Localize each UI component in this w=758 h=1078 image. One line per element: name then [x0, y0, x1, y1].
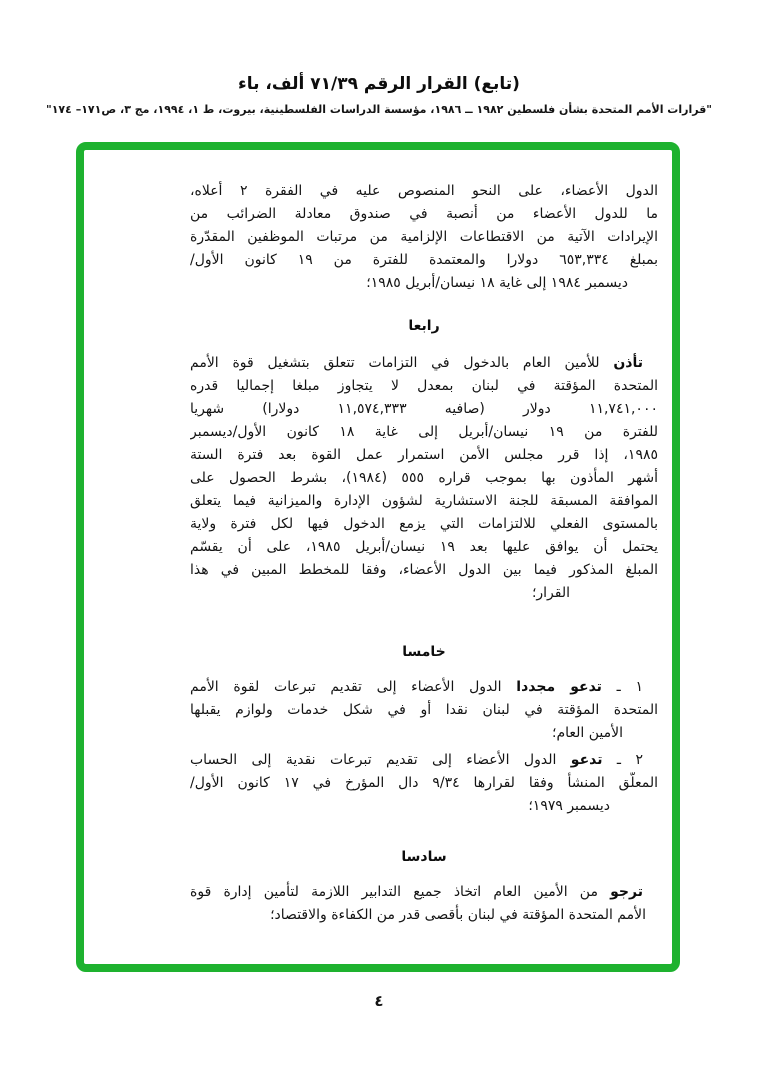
body-text-line: القرار؛ — [531, 585, 570, 601]
page-number: ٤ — [374, 992, 384, 1010]
section-heading: خامسا — [402, 644, 446, 660]
body-text-line: الدول الأعضاء، على النحو المنصوص عليه في الفقرة ٢ أعلاه، — [190, 183, 658, 199]
body-text-line: المعلّق المنشأ وفقا لقرارها ٩/٣٤ دال المؤرخ في ١٧ كانون الأول/ — [190, 775, 658, 791]
body-text-line: تأذن للأمين العام بالدخول في التزامات تتعلق بتشغيل قوة الأمم — [190, 355, 643, 371]
body-text-line: الإيرادات الآتية من الاقتطاعات الإلزامية من مرتبات الموظفين المقدّرة — [190, 229, 658, 245]
resolution-title: (تابع) القرار الرقم ٧١/٣٩ ألف، باء — [238, 74, 520, 94]
body-text-line: ما للدول الأعضاء من أنصبة في صندوق معادلة الضرائب من — [190, 206, 658, 222]
body-text-line: ديسمبر ١٩٨٤ إلى غاية ١٨ نيسان/أبريل ١٩٨٥؛ — [366, 275, 628, 291]
body-text-line: للفترة من ١٩ نيسان/أبريل إلى غاية ١٨ كانون الأول/ديسمبر — [190, 424, 658, 440]
body-text-line: ديسمبر ١٩٧٩؛ — [528, 798, 610, 814]
resolution-body — [190, 180, 658, 927]
section-heading: رابعا — [408, 318, 440, 334]
body-text-line: أشهر المأذون بها بموجب قراره ٥٥٥ (١٩٨٤)، بشرط الحصول على — [190, 470, 658, 486]
body-text-line: ترجو من الأمين العام اتخاذ جميع التدابير اللازمة لتأمين إدارة قوة — [190, 884, 643, 900]
body-text-line: ١١,٧٤١,٠٠٠ دولار (صافيه ١١,٥٧٤,٣٣٣ دولارا) شهريا — [190, 401, 658, 417]
body-text-line: ٢ ـ تدعو الدول الأعضاء إلى تقديم تبرعات نقدية إلى الحساب — [190, 752, 643, 768]
body-text-line: الموافقة المسبقة للجنة الاستشارية لشؤون الإدارة والميزانية فيما يتعلق — [190, 493, 658, 509]
body-text-line: المتحدة المؤقتة في لبنان بمعدل لا يتجاوز مبلغا إجماليا قدره — [190, 378, 658, 394]
source-citation: "قرارات الأمم المتحدة بشأن فلسطين ١٩٨٢ ــ ١٩٨٦، مؤسسة الدراسات الفلسطينية، بيروت، ط ١، ١٩٩٤، مج ٣، ص١٧١– ١٧٤" — [45, 103, 713, 116]
body-text-line: ١٩٨٥، إذا قرر مجلس الأمن استمرار عمل القوة بعد فترة الستة — [190, 447, 658, 463]
body-text-line: ١ ـ تدعو مجددا الدول الأعضاء إلى تقديم تبرعات لقوة الأمم — [190, 679, 643, 695]
body-text-line: بالمستوى الفعلي للالتزامات التي يزمع الدخول فيها لكل فترة ولاية — [190, 516, 658, 532]
body-text-line: الأمم المتحدة المؤقتة في لبنان بأقصى قدر من الكفاءة والاقتصاد؛ — [270, 907, 646, 923]
body-text-line: المتحدة المؤقتة في لبنان نقدا أو في شكل خدمات ولوازم يقبلها — [190, 702, 658, 718]
body-text-line: الأمين العام؛ — [552, 725, 623, 741]
body-text-line: المبلغ المذكور فيما بين الدول الأعضاء، وفقا للمخطط المبين في هذا — [190, 562, 658, 578]
body-text-line: يحتمل أن يوافق عليها بعد ١٩ نيسان/أبريل ١٩٨٥، على أن يقسّم — [190, 539, 658, 555]
body-text-line: بمبلغ ٦٥٣,٣٣٤ دولارا والمعتمدة للفترة من ١٩ كانون الأول/ — [190, 252, 658, 268]
section-heading: سادسا — [401, 849, 447, 865]
